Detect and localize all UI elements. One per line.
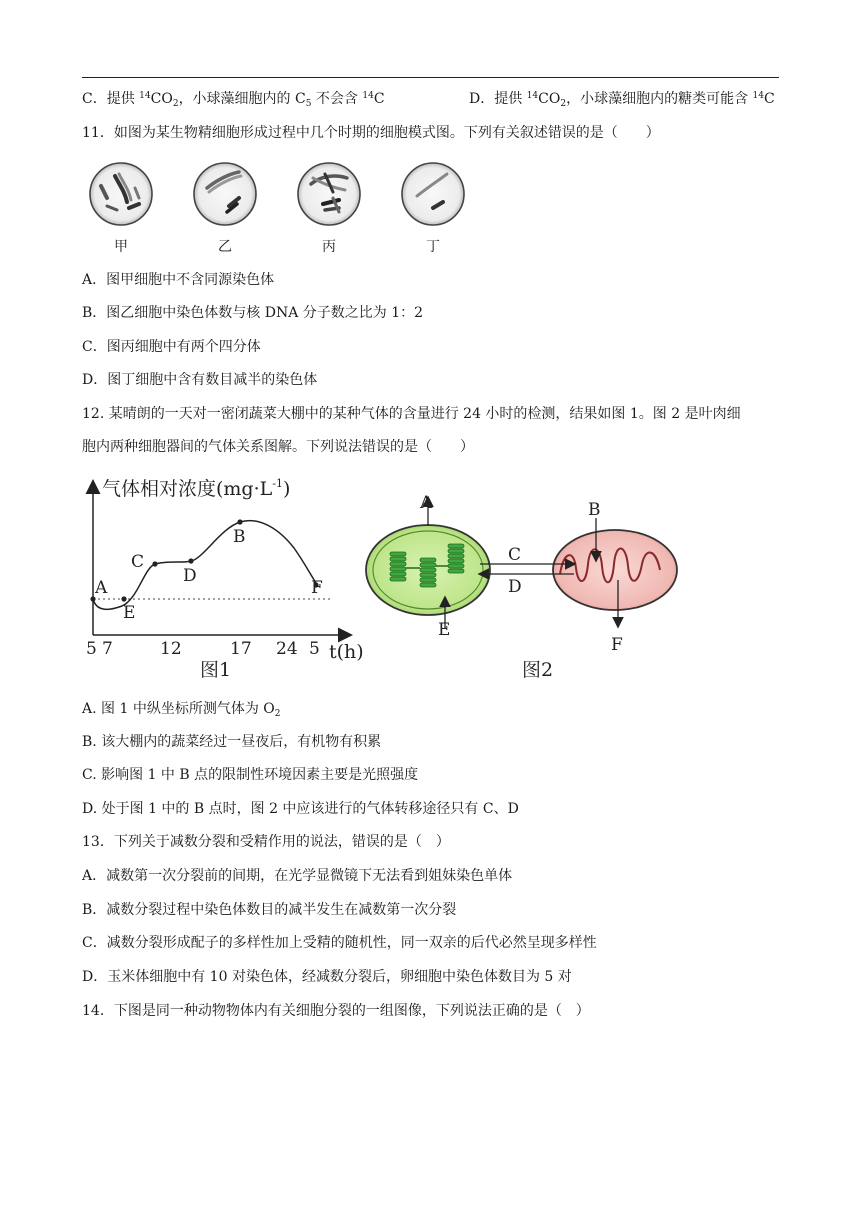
q12-stem-line2: 胞内两种细胞器间的气体关系图解。下列说法错误的是（ ）: [82, 439, 474, 455]
q12-option-d: D. 处于图 1 中的 B 点时，图 2 中应该进行的气体转移途径只有 C、D: [82, 801, 519, 817]
q10-option-c: C．提供 $^{14}CO_2$，小球藻细胞内的 $C_5$ 不会含 $^{14}$C: [82, 91, 385, 109]
fig2-label-b: B: [588, 500, 601, 520]
fig1-point-d: D: [183, 566, 197, 586]
fig1-tick-1: 7: [102, 639, 113, 659]
fig1-tick-2: 12: [160, 639, 182, 659]
cell-jia: [90, 163, 152, 225]
q12-option-a: A. 图 1 中纵坐标所测气体为 $O_2$: [82, 701, 281, 719]
q11-cell-figures: [88, 160, 478, 232]
fig1-tick-4: 24: [276, 639, 298, 659]
fig2-label-c: C: [508, 545, 522, 565]
fig1-xlabel: t(h): [329, 641, 364, 663]
cell-label-bing: 丙: [322, 239, 336, 255]
cell-bing: [298, 163, 360, 225]
q11-option-b: B．图乙细胞中染色体数与核 DNA 分子数之比为 1：2: [82, 305, 424, 321]
q11-option-a: A．图甲细胞中不含同源染色体: [82, 272, 275, 288]
cell-label-jia: 甲: [114, 239, 128, 255]
cell-ding: [402, 163, 464, 225]
fig2-label-d: D: [508, 577, 522, 597]
fig1-point-a: A: [95, 578, 108, 598]
header-rule: [82, 77, 779, 78]
cell-label-ding: 丁: [426, 239, 440, 255]
q10-option-d: D．提供 $^{14}CO_2$，小球藻细胞内的糖类可能含 $^{14}$C: [469, 91, 775, 109]
q13-option-c: C．减数分裂形成配子的多样性加上受精的随机性，同一双亲的后代必然呈现多样性: [82, 935, 597, 951]
q12-option-c: C. 影响图 1 中 B 点的限制性环境因素主要是光照强度: [82, 767, 419, 783]
q12-figure2: [360, 488, 685, 687]
q13-stem: 13．下列关于减数分裂和受精作用的说法，错误的是（ ）: [82, 834, 450, 850]
fig2-label-e: E: [438, 620, 451, 640]
cell-yi: [194, 163, 256, 225]
fig1-tick-3: 17: [230, 639, 252, 659]
fig2-label-a: A: [420, 493, 433, 513]
fig1-point-e: E: [123, 603, 136, 623]
cell-label-yi: 乙: [218, 239, 232, 255]
q12-figure1: [82, 470, 372, 689]
fig1-point-f: F: [311, 578, 323, 598]
fig1-point-b: B: [233, 527, 246, 547]
fig1-caption: 图1: [200, 659, 232, 681]
q12-stem-line1: 12. 某晴朗的一天对一密闭蔬菜大棚中的某种气体的含量进行 24 小时的检测，结果如图 1。图 2 是叶肉细: [82, 406, 741, 422]
q11-option-d: D．图丁细胞中含有数目减半的染色体: [82, 372, 318, 388]
q13-option-a: A．减数第一次分裂前的间期，在光学显微镜下无法看到姐妹染色单体: [82, 868, 513, 884]
q13-option-b: B．减数分裂过程中染色体数目的减半发生在减数第一次分裂: [82, 902, 457, 918]
fig1-point-c: C: [131, 552, 145, 572]
fig1-tick-0: 5: [86, 639, 97, 659]
fig2-label-f: F: [611, 635, 623, 655]
q13-option-d: D．玉米体细胞中有 10 对染色体，经减数分裂后，卵细胞中染色体数目为 5 对: [82, 969, 572, 985]
fig2-caption: 图2: [522, 659, 554, 681]
fig1-ylabel: 气体相对浓度$(mg\cdot L^{-1})$: [102, 477, 291, 500]
fig1-tick-5: 5: [309, 639, 320, 659]
q11-stem: 11．如图为某生物精细胞形成过程中几个时期的细胞模式图。下列有关叙述错误的是（ ）: [82, 125, 660, 141]
q11-option-c: C．图丙细胞中有两个四分体: [82, 339, 261, 355]
q12-option-b: B. 该大棚内的蔬菜经过一昼夜后，有机物有积累: [82, 734, 382, 750]
q14-stem: 14．下图是同一种动物物体内有关细胞分裂的一组图像，下列说法正确的是（ ）: [82, 1003, 590, 1019]
